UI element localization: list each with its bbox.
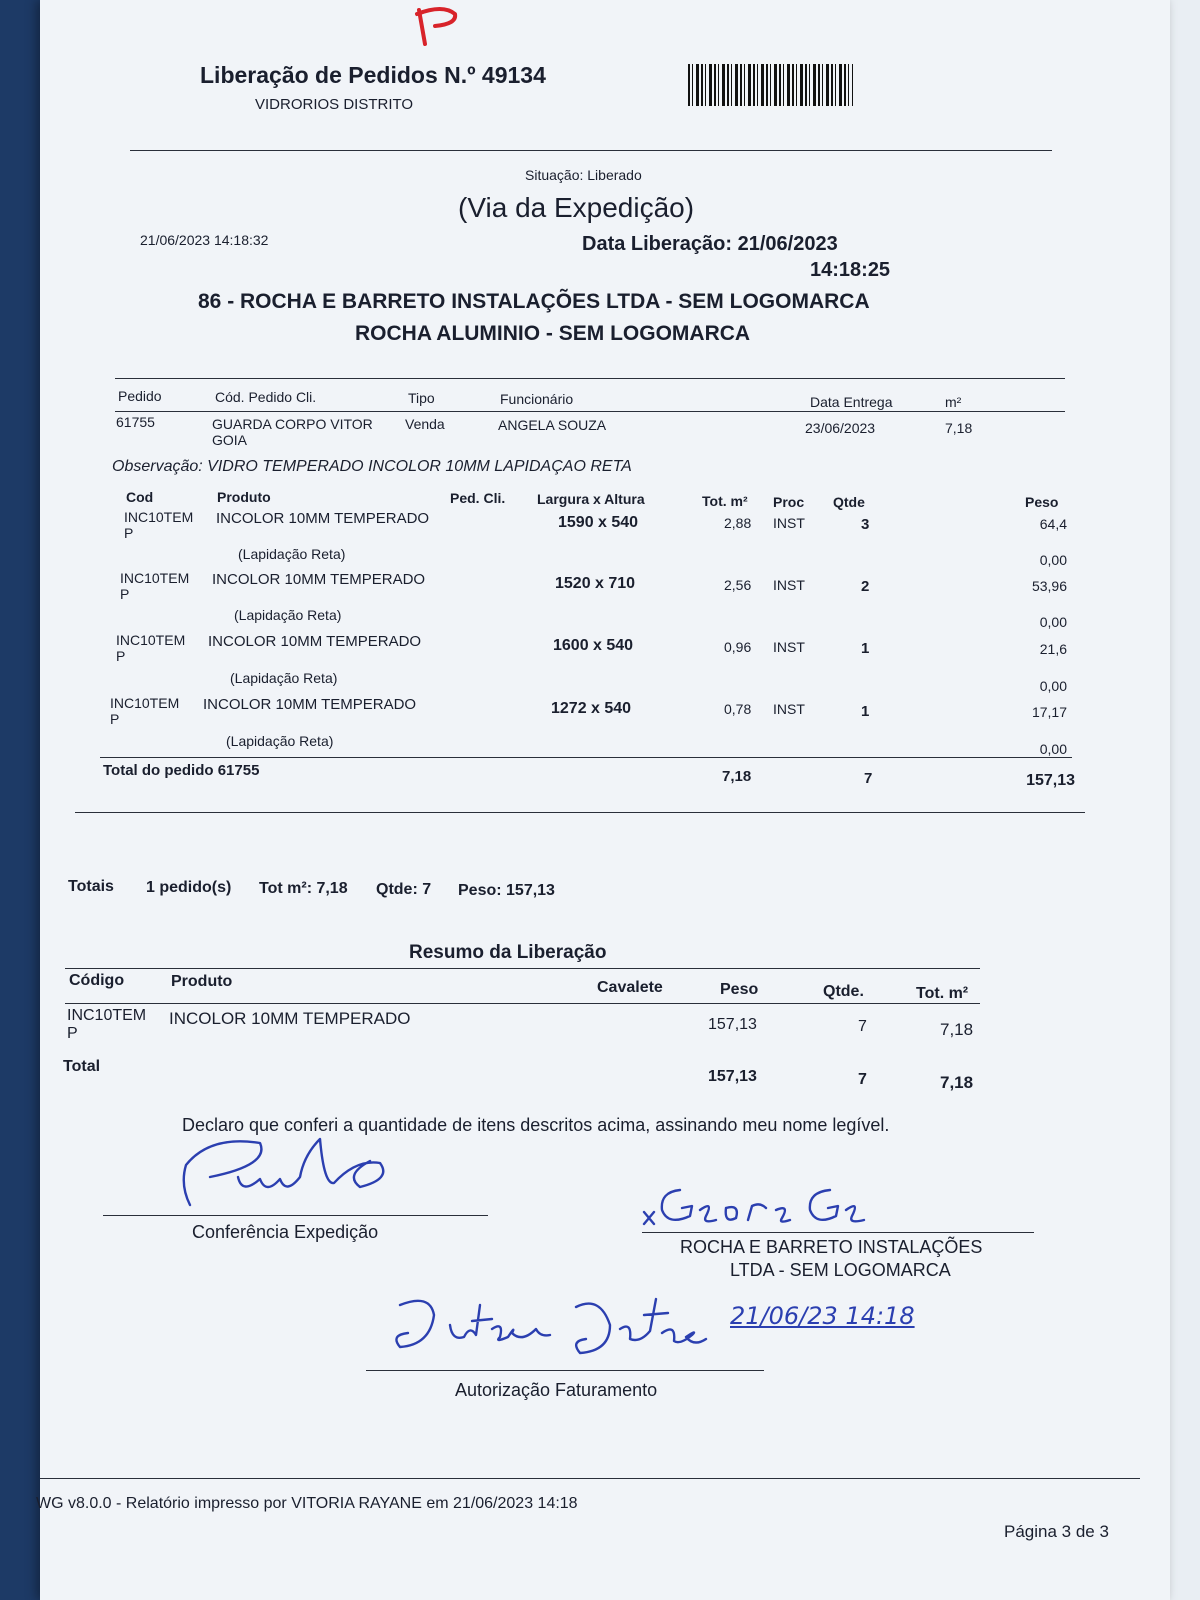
footer-printed-by: WG v8.0.0 - Relatório impresso por VITORIA RAYANE em 21/06/2023 14:18 [36,1495,578,1512]
summary-qtde: 7 [858,1018,867,1035]
summary-total-qtde: 7 [858,1071,867,1088]
col-cod-pedido-cli: Cód. Pedido Cli. [215,389,317,405]
item-proc: INST [773,515,805,531]
order-bottom-rule [75,812,1085,813]
totals-m2: Tot m²: 7,18 [259,880,348,897]
status-text: Situação: Liberado [525,167,642,183]
order-type: Venda [405,416,445,432]
col-data-entrega: Data Entrega [810,394,893,410]
totals-orders: 1 pedido(s) [146,879,232,896]
footer-page-number: Página 3 de 3 [1004,1522,1109,1541]
document-page [36,0,1170,1600]
items-total-rule [100,757,1072,758]
order-client-code: GUARDA CORPO VITOR [212,416,373,432]
summary-header-rule [65,1003,980,1004]
company-name: VIDRORIOS DISTRITO [255,96,414,113]
item-peso: 53,96 [1031,578,1067,594]
item-cod-cont: P [120,586,130,602]
totals-qtde: Qtde: 7 [376,881,432,898]
release-time: 14:18:25 [810,259,891,281]
item-tot-m2: 2,88 [724,515,752,531]
item-qtde: 2 [861,578,870,595]
signature-line-cliente [642,1232,1034,1233]
summary-codigo-cont: P [67,1025,78,1042]
via-title: (Via da Expedição) [458,192,695,223]
item-sub-peso: 0,00 [1039,678,1067,694]
item-cod: INC10TEM [124,509,194,525]
totals-label: Totais [68,878,114,895]
summary-codigo: INC10TEM [67,1007,147,1024]
summary-tot-m2: 7,18 [940,1020,974,1039]
cliente-label-line1: ROCHA E BARRETO INSTALAÇÕES [680,1237,983,1257]
header-divider [130,150,1052,151]
col-pedido: Pedido [118,388,162,404]
order-total-m2: 7,18 [722,768,752,785]
signature-vitoria [380,1285,720,1365]
release-date: Data Liberação: 21/06/2023 [582,233,838,255]
client-subname: ROCHA ALUMINIO - SEM LOGOMARCA [355,322,751,345]
document-title: Liberação de Pedidos N.º 49134 [200,62,546,88]
item-qtde: 1 [861,703,870,720]
item-col-produto: Produto [217,489,271,505]
item-col-qtde: Qtde [833,494,865,510]
summary-peso: 157,13 [708,1016,757,1033]
item-cod-cont: P [116,648,126,664]
cliente-label-line2: LTDA - SEM LOGOMARCA [730,1260,951,1280]
col-funcionario: Funcionário [500,391,574,407]
order-total-label: Total do pedido 61755 [103,762,260,779]
order-total-peso: 157,13 [1026,772,1075,789]
handwritten-date: 21/06/23 14:18 [730,1302,915,1330]
declaration-text: Declaro que conferi a quantidade de itens descritos acima, assinando meu nome legível. [182,1115,890,1135]
item-proc: INST [773,577,805,593]
order-client-code-cont: GOIA [212,432,248,448]
summary-col-cavalete: Cavalete [597,979,663,996]
item-tot-m2: 0,78 [724,701,752,717]
order-delivery-date: 23/06/2023 [805,420,876,436]
client-name: 86 - ROCHA E BARRETO INSTALAÇÕES LTDA - SEM LOGOMARCA [198,290,870,313]
item-proc: INST [773,639,805,655]
item-dims: 1600 x 540 [553,637,634,654]
order-m2: 7,18 [945,420,973,436]
item-cod-cont: P [124,525,134,541]
summary-col-produto: Produto [171,973,233,990]
totals-peso: Peso: 157,13 [458,882,555,899]
item-peso: 64,4 [1039,516,1067,532]
item-tot-m2: 2,56 [724,577,752,593]
signature-line-conferencia [103,1215,488,1216]
item-col-ped-cli: Ped. Cli. [450,490,506,506]
item-col-cod: Cod [126,489,154,505]
order-header-rule [115,411,1065,412]
red-p-mark [395,2,475,47]
item-peso: 17,17 [1031,704,1067,720]
footer-rule [40,1478,1140,1479]
summary-col-tot-m2: Tot. m² [916,985,969,1002]
item-dims: 1520 x 710 [555,575,636,592]
item-tot-m2: 0,96 [724,639,752,655]
item-proc: INST [773,701,805,717]
item-cod: INC10TEM [116,632,186,648]
item-sub: (Lapidação Reta) [230,670,338,686]
print-timestamp: 21/06/2023 14:18:32 [140,232,269,248]
signature-paulo [120,1135,420,1215]
item-sub-peso: 0,00 [1039,552,1067,568]
order-number: 61755 [116,414,155,430]
item-col-tot-m2: Tot. m² [702,493,748,509]
summary-col-peso: Peso [720,981,759,998]
observation: Observação: VIDRO TEMPERADO INCOLOR 10MM LAPIDAÇAO RETA [112,458,632,475]
order-employee: ANGELA SOUZA [498,417,607,433]
order-top-rule [115,378,1065,379]
autorizacao-label: Autorização Faturamento [455,1380,658,1400]
summary-total-peso: 157,13 [708,1068,757,1085]
item-produto: INCOLOR 10MM TEMPERADO [203,696,417,713]
item-peso: 21,6 [1039,641,1067,657]
item-produto: INCOLOR 10MM TEMPERADO [216,510,430,527]
item-sub-peso: 0,00 [1039,741,1067,757]
summary-top-rule [65,968,980,969]
item-sub-peso: 0,00 [1039,614,1067,630]
item-col-proc: Proc [773,494,805,510]
barcode [688,64,853,106]
summary-produto: INCOLOR 10MM TEMPERADO [169,1009,411,1028]
item-col-peso: Peso [1025,494,1059,510]
summary-col-qtde: Qtde. [823,983,864,1000]
col-m2: m² [945,394,962,410]
order-total-qtde: 7 [864,770,873,787]
summary-title: Resumo da Liberação [409,942,607,963]
summary-total-m2: 7,18 [940,1073,974,1092]
signature-line-autorizacao [366,1370,764,1371]
item-col-largura-altura: Largura x Altura [537,491,645,507]
item-sub: (Lapidação Reta) [238,546,346,562]
summary-col-codigo: Código [69,972,125,989]
col-tipo: Tipo [408,390,435,406]
item-qtde: 3 [861,516,870,533]
item-produto: INCOLOR 10MM TEMPERADO [212,571,426,588]
item-cod: INC10TEM [120,570,190,586]
signature-george [640,1180,870,1230]
summary-total-label: Total [63,1058,101,1075]
item-qtde: 1 [861,640,870,657]
item-dims: 1272 x 540 [551,700,632,717]
item-cod: INC10TEM [110,695,180,711]
item-cod-cont: P [110,711,120,727]
item-sub: (Lapidação Reta) [226,733,334,749]
item-dims: 1590 x 540 [558,514,639,531]
item-produto: INCOLOR 10MM TEMPERADO [208,633,422,650]
item-sub: (Lapidação Reta) [234,607,342,623]
conferencia-label: Conferência Expedição [192,1222,379,1242]
